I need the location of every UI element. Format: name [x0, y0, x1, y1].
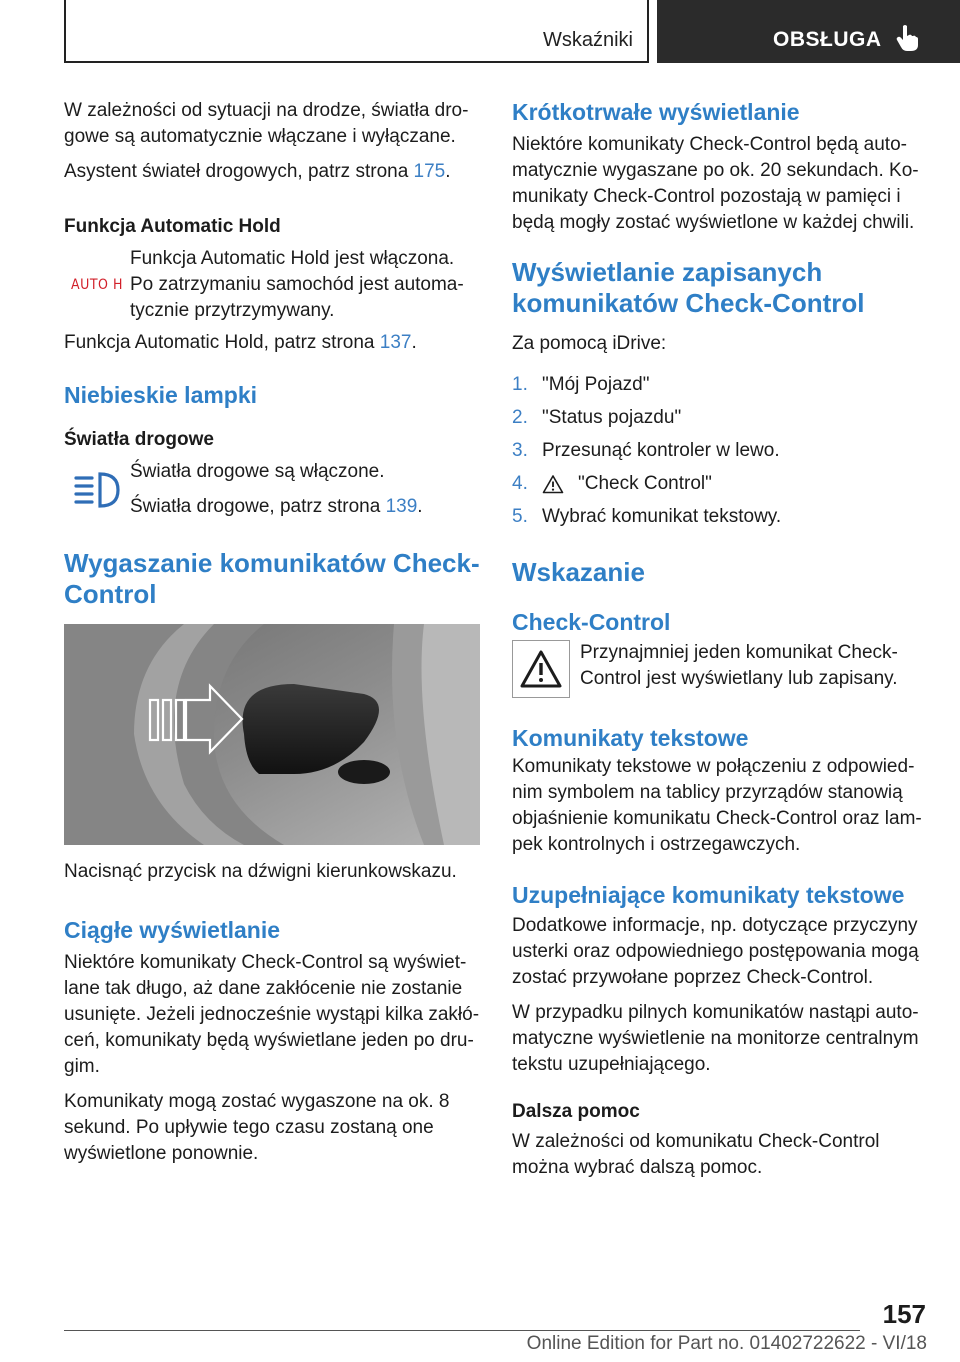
stored-messages-heading: Wyświetlanie zapisanych komunikatów Check-Control	[512, 257, 865, 318]
blue-lamps-heading: Niebieskie lampki	[64, 382, 258, 408]
auto-hold-ref: Funkcja Automatic Hold, patrz strona 137.	[64, 332, 417, 353]
auto-hold-icon: AUTO H	[71, 277, 123, 293]
text-messages-paragraph: Komunikaty tekstowe w połączeniu z odpowiednim symbolem na tablicy przyrządów stanowią objaśnienie komunikatu Check-Control oraz lampek kontrolnych i ostrzegawczych.	[512, 756, 922, 855]
chapter-tab-label: OBSŁUGA	[773, 28, 882, 51]
high-beam-row	[64, 459, 482, 520]
check-control-description: Przynajmniej jeden komunikat Check-Control jest wyświetlany lub zapisany.	[580, 642, 898, 689]
supplementary-paragraph-2: W przypadku pilnych komunikatów nastąpi automatyczne wyświetlenie na monitorze centralnym tekstu uzupełniającego.	[512, 1002, 919, 1075]
edition-footer: Online Edition for Part no. 01402722622 - VI/18	[526, 1333, 927, 1354]
auto-hold-description: Funkcja Automatic Hold jest włączona. Po zatrzymaniu samochód jest automatycznie przytrzymywany.	[130, 248, 464, 321]
high-beam-assistant-ref: Asystent świateł drogowych, patrz strona 175.	[64, 161, 451, 182]
check-control-icon-box	[512, 640, 570, 698]
text-messages-heading: Komunikaty tekstowe	[512, 725, 749, 751]
section-header-box	[64, 0, 649, 63]
display-heading: Wskazanie	[512, 557, 645, 587]
idrive-steps	[512, 372, 926, 530]
check-control-row	[512, 640, 926, 698]
continuous-paragraph-1: Niektóre komunikaty Check-Control są wyświetlane tak długo, aż dane zakłócenie nie zostanie usunięte. Jeżeli jednocześnie wystąpi kilka zakłóceń, komunikaty będą wyświetlane jeden po drugim.	[64, 952, 480, 1077]
stored-intro: Za pomocą iDrive:	[512, 333, 667, 354]
further-help-paragraph: W zależności od komunikatu Check-Control można wybrać dalszą pomoc.	[512, 1131, 880, 1178]
high-beam-indicator-icon	[72, 470, 122, 510]
warning-triangle-icon	[542, 474, 564, 494]
auto-hold-row	[64, 246, 482, 324]
step-item: 4. "Check Control"	[512, 473, 712, 494]
photo-caption: Nacisnąć przycisk na dźwigni kierunkowskazu.	[64, 861, 457, 882]
section-title: Wskaźniki	[542, 29, 633, 51]
high-beam-icon	[64, 470, 130, 510]
short-display-heading: Krótkotrwałe wyświetlanie	[512, 99, 800, 125]
check-control-heading: Check-Control	[512, 609, 671, 635]
check-control-warning-icon	[519, 649, 563, 689]
short-display-paragraph: Niektóre komunikaty Check-Control będą automatycznie wygaszane po ok. 20 sekundach. Komunikaty Check-Control pozostają w pamięci i będą mogły zostać wyświetlone w każdej chwili.	[512, 134, 919, 233]
further-help-heading: Dalsza pomoc	[512, 1101, 640, 1122]
high-beam-heading: Światła drogowe	[64, 429, 214, 450]
turn-signal-lever-photo	[64, 624, 480, 845]
intro-paragraph: W zależności od sytuacji na drodze, światła drogowe są automatycznie włączane i wyłączane.	[64, 100, 469, 147]
chapter-tab[interactable]	[657, 0, 960, 63]
supplementary-paragraph-1: Dodatkowe informacje, np. dotyczące przyczyny usterki oraz odpowiedniego postępowania mogą zostać przywołane poprzez Check-Control.	[512, 915, 919, 988]
step-item: 5. Wybrać komunikat tekstowy.	[512, 506, 782, 527]
page-link-139[interactable]: 139	[385, 496, 418, 517]
footer-divider	[64, 1330, 860, 1331]
step-item: 1. "Mój Pojazd"	[512, 374, 650, 395]
page-header	[0, 0, 960, 66]
page-link-137[interactable]: 137	[379, 332, 412, 353]
page-link-175[interactable]: 175	[413, 161, 446, 182]
left-column	[64, 98, 482, 1176]
hide-messages-heading: Wygaszanie komunikatów Check-Control	[64, 548, 480, 609]
supplementary-messages-heading: Uzupełniające komunikaty tekstowe	[512, 882, 905, 908]
pointing-hand-icon	[895, 24, 919, 52]
continuous-display-heading: Ciągłe wyświetlanie	[64, 917, 281, 943]
page-number: 157	[882, 1299, 926, 1329]
high-beam-ref: Światła drogowe, patrz strona 139.	[130, 496, 423, 517]
step-item: 3. Przesunąć kontroler w lewo.	[512, 440, 780, 461]
high-beam-description: Światła drogowe są włączone.	[130, 461, 385, 482]
auto-hold-heading: Funkcja Automatic Hold	[64, 216, 281, 237]
continuous-paragraph-2: Komunikaty mogą zostać wygaszone na ok. 8 sekund. Po upływie tego czasu zostaną one wyświetlone ponownie.	[64, 1091, 450, 1164]
right-column	[512, 98, 926, 1190]
step-item: 2. "Status pojazdu"	[512, 407, 682, 428]
